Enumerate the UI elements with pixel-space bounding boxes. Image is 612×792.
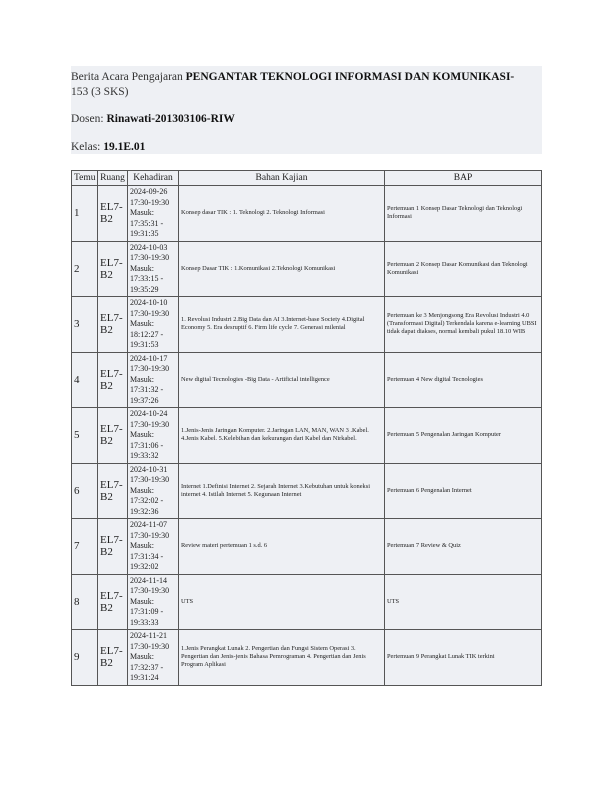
kelas-label: Kelas:: [71, 141, 104, 153]
dosen-name: Rinawati-201303106-RIW: [106, 113, 235, 125]
title-prefix: Berita Acara Pengajaran: [71, 71, 186, 83]
temu-cell: 8: [72, 574, 98, 630]
document-header: [71, 66, 542, 154]
course-title-line: [71, 70, 542, 100]
bap-table: [71, 170, 542, 686]
ruang-cell: EL7-B2: [98, 352, 128, 408]
temu-cell: 4: [72, 352, 98, 408]
ruang-cell: EL7-B2: [98, 241, 128, 297]
bap-cell: Pertemuan 7 Review & Quiz: [385, 519, 542, 575]
kelas-value: 19.1E.01: [103, 141, 146, 153]
bahan-kajian-cell: Konsep dasar TIK : 1. Teknologi 2. Teknologi Informasi: [179, 186, 385, 242]
bap-cell: Pertemuan 1 Konsep Dasar Teknologi dan Teknologi Informasi: [385, 186, 542, 242]
col-header-ruang: Ruang: [98, 171, 128, 186]
kelas-line: [71, 140, 542, 155]
kehadiran-cell: 2024-10-24 17:30-19:30 Masuk: 17:31:06 - 19:33:32: [128, 408, 179, 464]
col-header-bahan-kajian: Bahan Kajian: [179, 171, 385, 186]
ruang-cell: EL7-B2: [98, 630, 128, 686]
temu-cell: 6: [72, 463, 98, 519]
kehadiran-cell: 2024-10-31 17:30-19:30 Masuk: 17:32:02 - 19:32:36: [128, 463, 179, 519]
temu-cell: 2: [72, 241, 98, 297]
temu-cell: 5: [72, 408, 98, 464]
temu-cell: 1: [72, 186, 98, 242]
kehadiran-cell: 2024-10-03 17:30-19:30 Masuk: 17:33:15 - 19:35:29: [128, 241, 179, 297]
kehadiran-cell: 2024-11-14 17:30-19:30 Masuk: 17:31:09 - 19:33:33: [128, 574, 179, 630]
bap-cell: Pertemuan 2 Konsep Dasar Komunikasi dan Teknologi Komunikasi: [385, 241, 542, 297]
table-row: [72, 519, 542, 575]
dosen-label: Dosen:: [71, 113, 107, 125]
kehadiran-cell: 2024-11-07 17:30-19:30 Masuk: 17:31:34 - 19:32:02: [128, 519, 179, 575]
col-header-bap: BAP: [385, 171, 542, 186]
temu-cell: 9: [72, 630, 98, 686]
course-suffix: 153 (3 SKS): [71, 86, 129, 98]
bap-cell: Pertemuan 4 New digital Tecnologies: [385, 352, 542, 408]
ruang-cell: EL7-B2: [98, 297, 128, 353]
col-header-kehadiran: Kehadiran: [128, 171, 179, 186]
bahan-kajian-cell: Review materi pertemuan 1 s.d. 6: [179, 519, 385, 575]
bap-cell: UTS: [385, 574, 542, 630]
bahan-kajian-cell: Internet 1.Definisi Internet 2. Sejarah Internet 3.Kebutuhan untuk koneksi internet 4. Istilah Internet 5. Kegunaan Internet: [179, 463, 385, 519]
bap-cell: Pertemuan 9 Perangkat Lunak TIK terkini: [385, 630, 542, 686]
course-name: PENGANTAR TEKNOLOGI INFORMASI DAN KOMUNIKASI-: [185, 71, 515, 83]
bahan-kajian-cell: New digital Tecnologies -Big Data - Artificial intelligence: [179, 352, 385, 408]
bap-cell: Pertemuan 6 Pengenalan Internet: [385, 463, 542, 519]
ruang-cell: EL7-B2: [98, 408, 128, 464]
table-row: [72, 630, 542, 686]
table-row: [72, 186, 542, 242]
bap-cell: Pertemuan 5 Pengenalan Jaringan Komputer: [385, 408, 542, 464]
bap-cell: Pertemuan ke 3 Menjongsong Era Revolusi Industri 4.0 (Transformasi Digital) Terkendala karena e-learning UBSI tidak dapat diakses, normal kembali pukul 18.10 WIB: [385, 297, 542, 353]
col-header-temu: Temu: [72, 171, 98, 186]
ruang-cell: EL7-B2: [98, 574, 128, 630]
table-row: [72, 241, 542, 297]
temu-cell: 7: [72, 519, 98, 575]
bahan-kajian-cell: 1.Jenis Perangkat Lunak 2. Pengertian dan Fungsi Sistem Operasi 3. Pengertian dan Jenis-jenis Bahasa Pemrograman 4. Pengertian dan Jenis Program Aplikasi: [179, 630, 385, 686]
ruang-cell: EL7-B2: [98, 463, 128, 519]
ruang-cell: EL7-B2: [98, 186, 128, 242]
kehadiran-cell: 2024-10-10 17:30-19:30 Masuk: 18:12:27 - 19:31:53: [128, 297, 179, 353]
kehadiran-cell: 2024-11-21 17:30-19:30 Masuk: 17:32:37 - 19:31:24: [128, 630, 179, 686]
table-row: [72, 463, 542, 519]
dosen-line: [71, 112, 542, 127]
table-header-row: [72, 171, 542, 186]
table-row: [72, 408, 542, 464]
ruang-cell: EL7-B2: [98, 519, 128, 575]
table-row: [72, 352, 542, 408]
table-row: [72, 574, 542, 630]
bahan-kajian-cell: 1.Jenis-Jenis Jaringan Komputer. 2.Jaringan LAN, MAN, WAN 3 .Kabel. 4.Jenis Kabel. 5.Kelebihan dan kekurangan dari Kabel dan Nirkabel.: [179, 408, 385, 464]
kehadiran-cell: 2024-10-17 17:30-19:30 Masuk: 17:31:32 - 19:37:26: [128, 352, 179, 408]
temu-cell: 3: [72, 297, 98, 353]
bahan-kajian-cell: UTS: [179, 574, 385, 630]
bahan-kajian-cell: Konsep Dasar TIK : 1.Komunikasi 2.Teknologi Komunikasi: [179, 241, 385, 297]
table-row: [72, 297, 542, 353]
kehadiran-cell: 2024-09-26 17:30-19:30 Masuk: 17:35:31 - 19:31:35: [128, 186, 179, 242]
bahan-kajian-cell: 1. Revolusi Industri 2.Big Data dan AI 3.Internet-base Society 4.Digital Economy 5. Era desruptif 6. Firm life cycle 7. Generasi milenial: [179, 297, 385, 353]
